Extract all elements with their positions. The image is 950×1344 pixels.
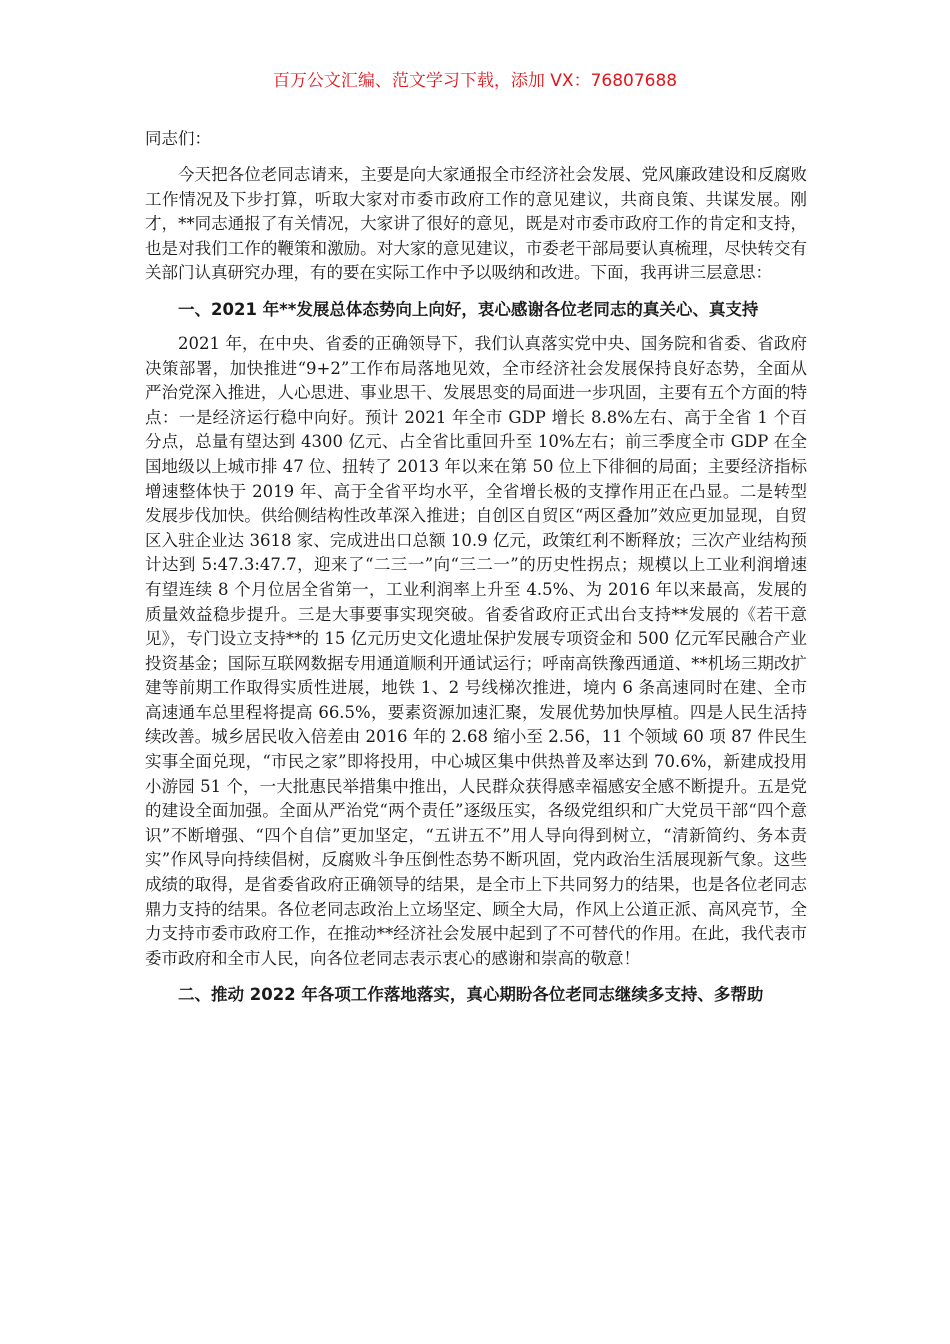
section-heading-1: 一、2021 年**发展总体态势向上向好，衷心感谢各位老同志的真关心、真支持 bbox=[178, 299, 759, 319]
section-1-paragraph: 2021 年，在中央、省委的正确领导下，我们认真落实党中央、国务院和省委、省政府决策部署，加快推进“9+2”工作布局落地见效，全市经济社会发展保持良好态势，全面从严治党深入推进，人心思进、事业思干、发展思变的局面进一步巩固，主要有五个方面的特点：一是经济运行稳中向好。预计 2021 年全市 GDP 增长 8.8%左右、高于全省 1 个百分点，总量有望达到 4300 亿元、占全省比重回升至 10%左右；前三季度全市 GDP 在全国地级以上城市排 47 位、扭转了 2013 年以来在第 50 位上下徘徊的局面；主要经济指标增速整体快于 2019 年、高于全省平均水平，全省增长极的支撑作用正在凸显。二是转型发展步伐加快。供给侧结构性改革深入推进；自创区自贸区“两区叠加”效应更加显现，自贸区入驻企业达 3618 家、完成进出口总额 10.9 亿元，政策红利不断释放；三次产业结构预计达到 5:47.3:47.7，迎来了“二三一”向“三二一”的历史性拐点；规模以上工业利润增速有望连续 8 个月位居全省第一，工业利润率上升至 4.5%、为 2016 年以来最高，发展的质量效益稳步提升。三是大事要事实现突破。省委省政府正式出台支持**发展的《若干意见》，专门设立支持**的 15 亿元历史文化遗址保护发展专项资金和 500 亿元军民融合产业投资基金；国际互联网数据专用通道顺利开通试运行；呼南高铁豫西通道、**机场三期改扩建等前期工作取得实质性进展，地铁 1、2 号线梯次推进，境内 6 条高速同时在建、全市高速通车总里程将提高 66.5%，要素资源加速汇聚，发展优势加快厚植。四是人民生活持续改善。城乡居民收入倍差由 2016 年的 2.68 缩小至 2.56，11 个领域 60 项 87 件民生实事全面兑现，“市民之家”即将投用，中心城区集中供热普及率达到 70.6%，新建成投用小游园 51 个，一大批惠民举措集中推出，人民群众获得感幸福感安全感不断提升。五是党的建设全面加强。全面从严治党“两个责任”逐级压实，各级党组织和广大党员干部“四个意识”不断增强、“四个自信”更加坚定，“五讲五不”用人导向得到树立，“清新简约、务本责实”作风导向持续倡树，反腐败斗争压倒性态势不断巩固，党内政治生活展现新气象。这些成绩的取得，是省委省政府正确领导的结果，是全市上下共同努力的结果，也是各位老同志鼎力支持的结果。各位老同志政治上立场坚定、顾全大局，作风上公道正派、高风亮节，全力支持市委市政府工作，在推动**经济社会发展中起到了不可替代的作用。在此，我代表市委市政府和全市人民，向各位老同志表示衷心的感谢和崇高的敬意！ bbox=[145, 333, 807, 968]
intro-paragraph: 今天把各位老同志请来，主要是向大家通报全市经济社会发展、党风廉政建设和反腐败工作情况及下步打算，听取大家对市委市政府工作的意见建议，共商良策、共谋发展。刚才，**同志通报了有关情况，大家讲了很好的意见，既是对市委市政府工作的肯定和支持，也是对我们工作的鞭策和激励。对大家的意见建议，市委老干部局要认真梳理，尽快转交有关部门认真研究办理，有的要在实际工作中予以吸纳和改进。下面，我再讲三层意思： bbox=[145, 165, 807, 283]
document-body bbox=[145, 127, 807, 1017]
salutation: 同志们： bbox=[145, 129, 211, 148]
header-banner: 百万公文汇编、范文学习下载，添加 VX：76807688 bbox=[272, 71, 678, 91]
section-heading-2: 二、推动 2022 年各项工作落地落实，真心期盼各位老同志继续多支持、多帮助 bbox=[178, 985, 764, 1005]
